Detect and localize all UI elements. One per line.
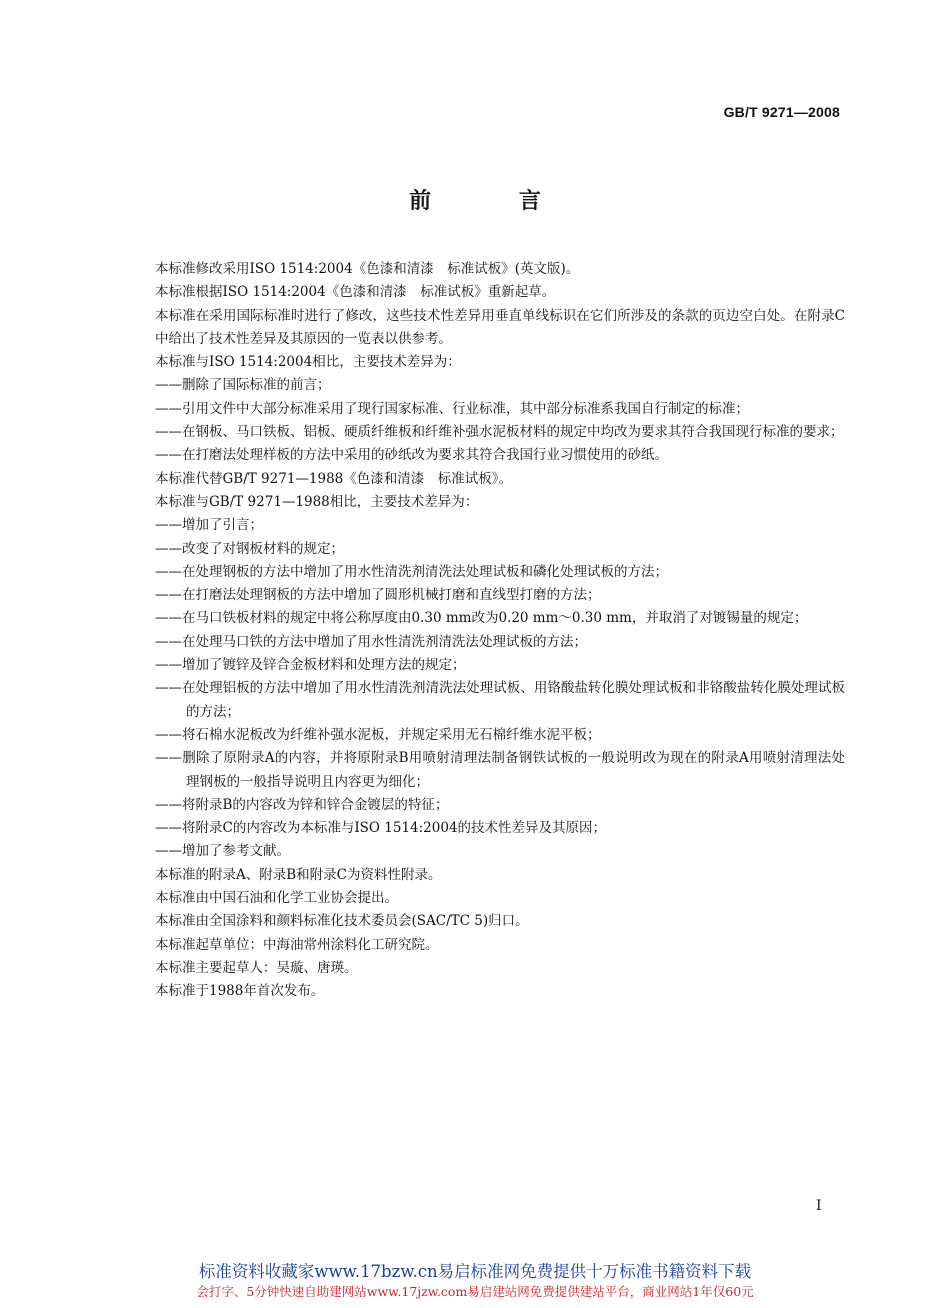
list-item: ——增加了镀锌及锌合金板材料和处理方法的规定； — [155, 657, 466, 674]
list-item: ——将石棉水泥板改为纤维补强水泥板，并规定采用无石棉纤维水泥平板； — [155, 726, 601, 743]
list-item: ——在处理铝板的方法中增加了用水性清洗剂清洗法处理试板、用铬酸盐转化膜处理试板和非铬酸盐转化膜处理试板的方法； — [155, 680, 845, 720]
list-item: ——改变了对钢板材料的规定； — [155, 540, 344, 557]
list-item: ——删除了原附录A的内容，并将原附录B用喷射清理法制备钢铁试板的一般说明改为现在的附录A用喷射清理法处理钢板的一般指导说明且内容更为细化； — [155, 750, 845, 790]
preface-body — [155, 258, 845, 1004]
list-item: ——在钢板、马口铁板、铝板、硬质纤维板和纤维补强水泥板材料的规定中均改为要求其符合我国现行标准的要求； — [155, 424, 844, 441]
paragraph: 本标准在采用国际标准时进行了修改，这些技术性差异用垂直单线标识在它们所涉及的条款的页边空白处。在附录C中给出了技术性差异及其原因的一览表以供参考。 — [155, 307, 845, 347]
list-item: ——删除了国际标准的前言； — [155, 377, 331, 394]
paragraph: 本标准于1988年首次发布。 — [155, 983, 325, 1000]
paragraph: 本标准代替GB/T 9271—1988《色漆和清漆 标准试板》。 — [155, 470, 513, 487]
footer-ad-line-1[interactable]: 标准资料收藏家www.17bzw.cn易启标准网免费提供十万标准书籍资料下载 — [198, 1262, 752, 1281]
paragraph: 本标准修改采用ISO 1514:2004《色漆和清漆 标准试板》(英文版)。 — [155, 261, 580, 277]
paragraph: 本标准起草单位：中海油常州涂料化工研究院。 — [155, 936, 439, 953]
paragraph: 本标准由中国石油和化学工业协会提出。 — [155, 890, 398, 907]
paragraph: 本标准由全国涂料和颜料标准化技术委员会(SAC/TC 5)归口。 — [155, 913, 529, 930]
paragraph: 本标准根据ISO 1514:2004《色漆和清漆 标准试板》重新起草。 — [155, 284, 556, 301]
list-item: ——在打磨法处理样板的方法中采用的砂纸改为要求其符合我国行业习惯使用的砂纸。 — [155, 447, 668, 464]
list-item: ——在打磨法处理钢板的方法中增加了圆形机械打磨和直线型打磨的方法； — [155, 587, 601, 604]
standard-code: GB/T 9271—2008 — [723, 104, 840, 120]
list-item: ——将附录B的内容改为锌和锌合金镀层的特征； — [155, 796, 449, 813]
footer-ad-line-2[interactable]: 会打字、5分钟快速自助建网站www.17jzw.com易启建站网免费提供建站平台，商业网站1年仅60元 — [196, 1284, 754, 1299]
page-title: 前 言 — [409, 189, 581, 214]
list-item: ——增加了引言； — [155, 517, 263, 534]
paragraph: 本标准主要起草人：吴璇、唐瑛。 — [155, 959, 358, 976]
list-item: ——在处理马口铁的方法中增加了用水性清洗剂清洗法处理试板的方法； — [155, 633, 587, 650]
paragraph: 本标准与ISO 1514:2004相比，主要技术差异为： — [155, 354, 461, 371]
page-number: I — [816, 1198, 822, 1214]
list-item: ——增加了参考文献。 — [155, 843, 290, 860]
list-item: ——在处理钢板的方法中增加了用水性清洗剂清洗法处理试板和磷化处理试板的方法； — [155, 563, 668, 580]
paragraph: 本标准的附录A、附录B和附录C为资料性附录。 — [155, 866, 442, 883]
paragraph: 本标准与GB/T 9271—1988相比，主要技术差异为： — [155, 493, 479, 510]
list-item: ——引用文件中大部分标准采用了现行国家标准、行业标准，其中部分标准系我国自行制定的标准； — [155, 400, 749, 417]
list-item: ——在马口铁板材料的规定中将公称厚度由0.30 mm改为0.20 mm～0.30 mm，并取消了对镀锡量的规定； — [155, 610, 808, 627]
list-item: ——将附录C的内容改为本标准与ISO 1514:2004的技术性差异及其原因； — [155, 820, 607, 837]
